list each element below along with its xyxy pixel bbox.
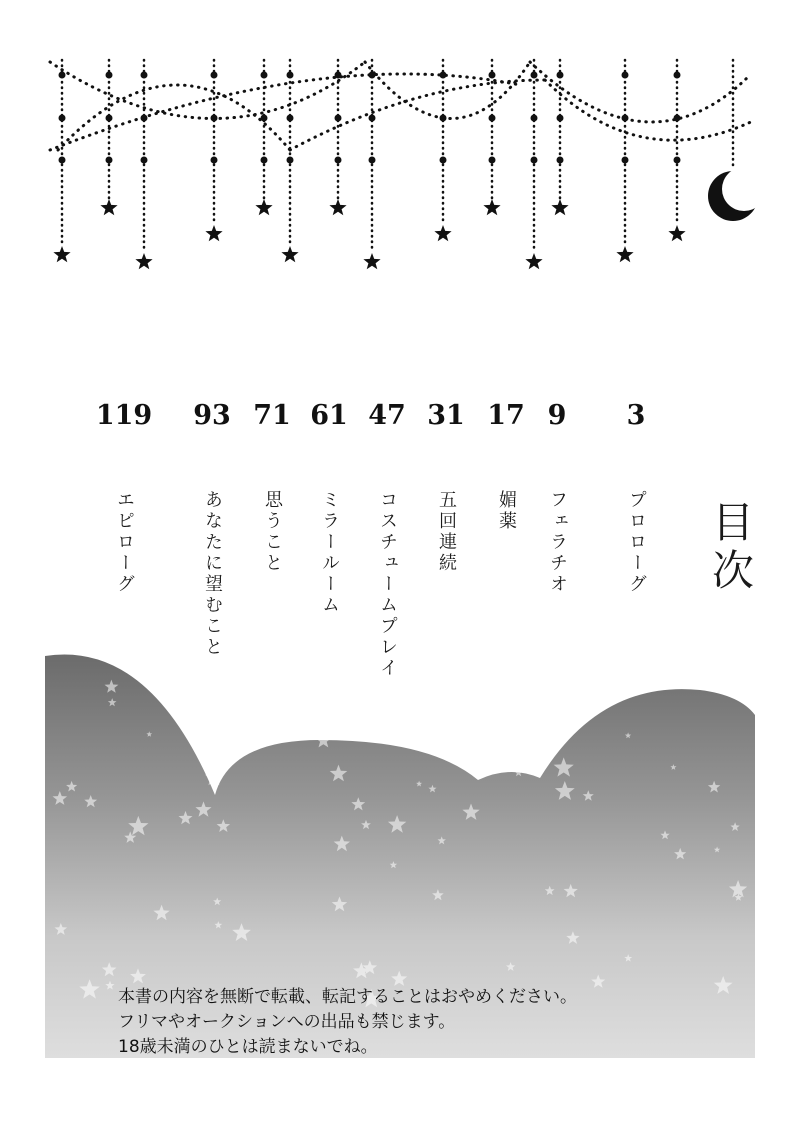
- star-icon: [668, 225, 685, 241]
- hanging-star-strand: [281, 60, 298, 262]
- garland-swag-6: [545, 80, 755, 140]
- chapter-title: エピローグ: [114, 490, 135, 595]
- hanging-star-strand: [100, 60, 117, 215]
- page-number: 31: [427, 400, 465, 431]
- garland-swag-1: [50, 62, 365, 119]
- chapter-title: フェラチオ: [547, 490, 568, 595]
- star-icon: [255, 199, 272, 215]
- star-icon: [135, 253, 152, 269]
- toc-title: 目次: [706, 500, 755, 596]
- star-icon: [329, 199, 346, 215]
- hanging-star-strand: [363, 60, 380, 269]
- hanging-star-strand: [255, 60, 272, 215]
- chapter-title: コスチュームプレイ: [377, 490, 398, 679]
- page-number: 17: [487, 400, 525, 431]
- crescent-moon-icon: [708, 167, 766, 221]
- page-number: 93: [193, 400, 231, 431]
- sparkle-star: [502, 698, 515, 711]
- sparkle-star: [501, 720, 510, 729]
- hanging-star-strand: [525, 60, 542, 269]
- hanging-star-strand: [205, 60, 222, 241]
- star-garland-decoration: [0, 0, 800, 300]
- garland-swag-7: [50, 74, 520, 150]
- star-icon: [525, 253, 542, 269]
- hanging-star-strand: [434, 60, 451, 241]
- chapter-title: あなたに望むこと: [202, 490, 223, 658]
- hanging-star-strand: [53, 60, 70, 262]
- star-icon: [363, 253, 380, 269]
- chapter-title: ミラールーム: [319, 490, 340, 616]
- star-icon: [551, 199, 568, 215]
- page-number: 119: [95, 400, 153, 431]
- page-number: 71: [253, 400, 291, 431]
- star-icon: [434, 225, 451, 241]
- page-number: 3: [626, 400, 646, 431]
- hanging-star-strand: [668, 60, 685, 241]
- star-icon: [281, 246, 298, 262]
- star-icon: [483, 199, 500, 215]
- star-icon: [205, 225, 222, 241]
- sparkle-star: [518, 731, 527, 739]
- star-icon: [53, 246, 70, 262]
- chapter-title: 思うこと: [262, 490, 283, 574]
- copyright-notice: [118, 985, 577, 1060]
- garland-swag-4: [58, 85, 290, 150]
- hanging-star-strand: [483, 60, 500, 215]
- sparkle-star: [480, 702, 492, 713]
- chapter-title: 媚薬: [496, 490, 517, 532]
- hanging-star-strand: [616, 60, 633, 262]
- chapter-title: 五回連続: [436, 490, 457, 574]
- garland-swag-5: [290, 80, 545, 150]
- hanging-star-strand: [551, 60, 568, 215]
- page-number: 61: [310, 400, 348, 431]
- sparkle-star: [293, 695, 312, 713]
- sparkle-star: [370, 712, 388, 729]
- sparkle-star: [257, 682, 272, 696]
- star-icon: [616, 246, 633, 262]
- garland-swag-3: [530, 62, 750, 122]
- page-number: 47: [368, 400, 406, 431]
- page-number: 9: [547, 400, 567, 431]
- notice-line: フリマやオークションへの出品も禁じます。: [118, 1012, 456, 1032]
- notice-line: 本書の内容を無断で転載、転記することはおやめください。: [118, 987, 577, 1007]
- star-icon: [100, 199, 117, 215]
- notice-line: 18歳未満のひとは読まないでね。: [118, 1037, 378, 1057]
- chapter-title: プロローグ: [626, 490, 647, 595]
